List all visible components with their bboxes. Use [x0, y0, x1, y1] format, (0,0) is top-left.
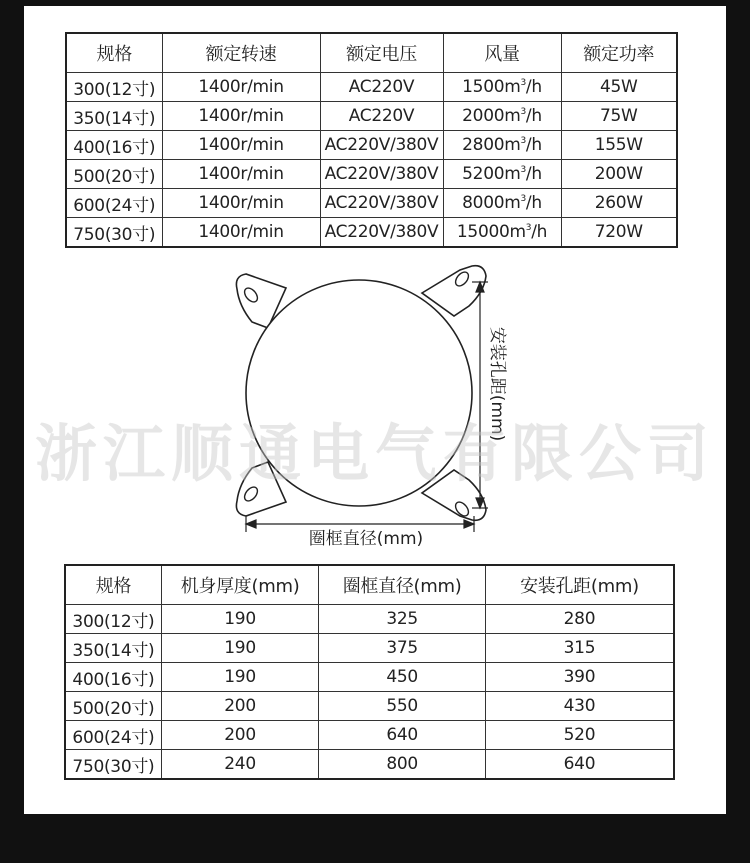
size-cell: 350(14寸) [66, 102, 162, 131]
frame-diameter-label: 圈框直径(mm) [308, 529, 424, 549]
hole-cell: 430 [485, 692, 674, 721]
airflow-value: 1500m [462, 77, 521, 97]
speed-cell: 1400r/min [162, 189, 320, 218]
header-cell: 风量 [443, 33, 561, 73]
thickness-cell: 240 [161, 750, 319, 780]
fan-mounting-diagram [24, 6, 726, 566]
frame-cell: 325 [319, 605, 486, 634]
hole-cell: 640 [485, 750, 674, 780]
table-row [65, 605, 674, 634]
voltage-cell: AC220V [320, 73, 443, 102]
header-cell: 圈框直径(mm) [319, 565, 486, 605]
size-cell: 600(24寸) [66, 189, 162, 218]
size-cell: 400(16寸) [66, 131, 162, 160]
speed-cell: 1400r/min [162, 73, 320, 102]
size-cell: 300(12寸) [66, 73, 162, 102]
frame-cell: 550 [319, 692, 486, 721]
airflow-value: 15000m [456, 222, 526, 242]
frame-cell: 640 [319, 721, 486, 750]
power-cell: 720W [561, 218, 677, 248]
airflow-value: 8000m [462, 193, 521, 213]
dimension-table-header [65, 565, 674, 605]
hole-cell: 520 [485, 721, 674, 750]
voltage-cell: AC220V/380V [320, 189, 443, 218]
thickness-cell: 190 [161, 663, 319, 692]
thickness-cell: 200 [161, 721, 319, 750]
voltage-cell: AC220V/380V [320, 218, 443, 248]
airflow-unit: /h [525, 77, 542, 97]
hole-spacing-label: 安装孔距(mm) [487, 326, 507, 442]
power-cell: 75W [561, 102, 677, 131]
size-cell: 750(30寸) [65, 750, 161, 780]
cube-mark: 3 [520, 194, 526, 204]
dimension-table [64, 564, 675, 780]
thickness-cell: 200 [161, 692, 319, 721]
speed-cell: 1400r/min [162, 102, 320, 131]
company-watermark: 浙江顺通电气有限公司 [34, 417, 715, 490]
power-cell: 45W [561, 73, 677, 102]
hole-cell: 280 [485, 605, 674, 634]
header-cell: 额定转速 [162, 33, 320, 73]
table-row [65, 750, 674, 780]
voltage-cell: AC220V [320, 102, 443, 131]
airflow-value: 2800m [462, 135, 521, 155]
size-cell: 600(24寸) [65, 721, 161, 750]
frame-cell: 800 [319, 750, 486, 780]
table-row [65, 663, 674, 692]
header-cell: 机身厚度(mm) [161, 565, 319, 605]
power-cell: 260W [561, 189, 677, 218]
airflow-value: 2000m [462, 106, 521, 126]
speed-cell: 1400r/min [162, 160, 320, 189]
power-cell: 155W [561, 131, 677, 160]
airflow-unit: /h [525, 135, 542, 155]
header-cell: 安装孔距(mm) [485, 565, 674, 605]
airflow-unit: /h [525, 106, 542, 126]
table-row [65, 692, 674, 721]
cube-mark: 3 [520, 107, 526, 117]
frame-cell: 450 [319, 663, 486, 692]
spec-sheet [24, 6, 726, 814]
thickness-cell: 190 [161, 634, 319, 663]
airflow-unit: /h [525, 164, 542, 184]
cube-mark: 3 [520, 136, 526, 146]
table-row [65, 721, 674, 750]
airflow-unit: /h [531, 222, 548, 242]
header-cell: 额定功率 [561, 33, 677, 73]
airflow-unit: /h [525, 193, 542, 213]
hole-cell: 315 [485, 634, 674, 663]
voltage-cell: AC220V/380V [320, 160, 443, 189]
cube-mark: 3 [520, 78, 526, 88]
header-cell: 规格 [65, 565, 161, 605]
header-cell: 额定电压 [320, 33, 443, 73]
size-cell: 500(20寸) [65, 692, 161, 721]
size-cell: 750(30寸) [66, 218, 162, 248]
speed-cell: 1400r/min [162, 218, 320, 248]
cube-mark: 3 [520, 165, 526, 175]
frame-circle [246, 280, 472, 506]
cube-mark: 3 [525, 223, 532, 233]
airflow-value: 5200m [462, 164, 521, 184]
header-cell: 规格 [66, 33, 162, 73]
size-cell: 400(16寸) [65, 663, 161, 692]
thickness-cell: 190 [161, 605, 319, 634]
voltage-cell: AC220V/380V [320, 131, 443, 160]
power-cell: 200W [561, 160, 677, 189]
size-cell: 500(20寸) [66, 160, 162, 189]
hole-cell: 390 [485, 663, 674, 692]
size-cell: 350(14寸) [65, 634, 161, 663]
size-cell: 300(12寸) [65, 605, 161, 634]
table-row [65, 634, 674, 663]
speed-cell: 1400r/min [162, 131, 320, 160]
frame-cell: 375 [319, 634, 486, 663]
